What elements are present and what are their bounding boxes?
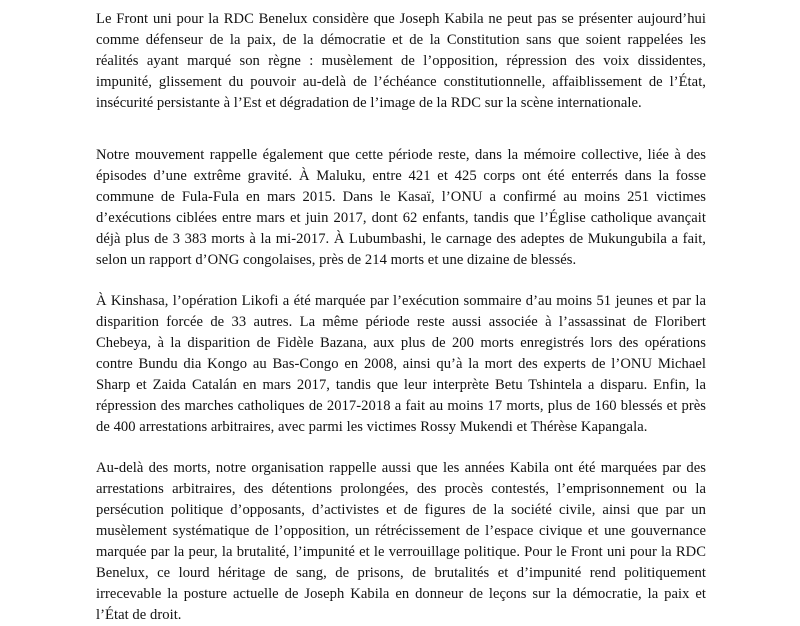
paragraph-2: Notre mouvement rappelle également que cette période reste, dans la mémoire collective, liée à des épisodes d’une extrême gravité. À Maluku, entre 421 et 425 corps ont été enterrés dans la fosse commune de Fula-Fula en mars 2015. Dans le Kasaï, l’ONU a confirmé au moins 251 victimes d’exécutions ciblées entre mars et juin 2017, dont 62 enfants, tandis que l’Église catholique avançait déjà plus de 3 383 morts à la mi-2017. À Lubumbashi, le carnage des adeptes de Mukungubila a fait, selon un rapport d’ONG congolaises, près de 214 morts et une dizaine de blessés.	[96, 147, 706, 268]
paragraph-1: Le Front uni pour la RDC Benelux considère que Joseph Kabila ne peut pas se présenter aujourd’hui comme défenseur de la paix, de la démocratie et de la Constitution sans que soient rappelées les réalités ayant marqué son règne : musèlement de l’opposition, répression des voix dissidentes, impunité, glissement du pouvoir au-delà de l’échéance constitutionnelle, affaiblissement de l’État, insécurité persistante à l’Est et dégradation de l’image de la RDC sur la scène internationale.	[96, 11, 706, 111]
paragraph-3: À Kinshasa, l’opération Likofi a été marquée par l’exécution sommaire d’au moins 51 jeunes et par la disparition forcée de 33 autres. La même période reste aussi associée à l’assassinat de Floribert Chebeya, à la disparition de Fidèle Bazana, aux plus de 200 morts enregistrés lors des opérations contre Bundu dia Kongo au Bas-Congo en 2008, ainsi qu’à la mort des experts de l’ONU Michael Sharp et Zaida Catalán en mars 2017, tandis que leur interprète Betu Tshintela a disparu. Enfin, la répression des marches catholiques de 2017-2018 a fait au moins 17 morts, plus de 160 blessés et près de 400 arrestations arbitraires, avec parmi les victimes Rossy Mukendi et Thérèse Kapangala.	[96, 293, 706, 435]
paragraph-4: Au-delà des morts, notre organisation rappelle aussi que les années Kabila ont été marquées par des arrestations arbitraires, des détentions prolongées, des procès contestés, l’emprisonnement ou la persécution politique d’opposants, d’activistes et de figures de la société civile, ainsi que par un musèlement systématique de l’opposition, un rétrécissement de l’espace civique et une gouvernance marquée par la peur, la brutalité, l’impunité et le verrouillage politique. Pour le Front uni pour la RDC Benelux, ce lourd héritage de sang, de prisons, de brutalités et d’impunité rend politiquement irrecevable la posture actuelle de Joseph Kabila en donneur de leçons sur la démocratie, la paix et l’État de droit.	[96, 460, 706, 623]
